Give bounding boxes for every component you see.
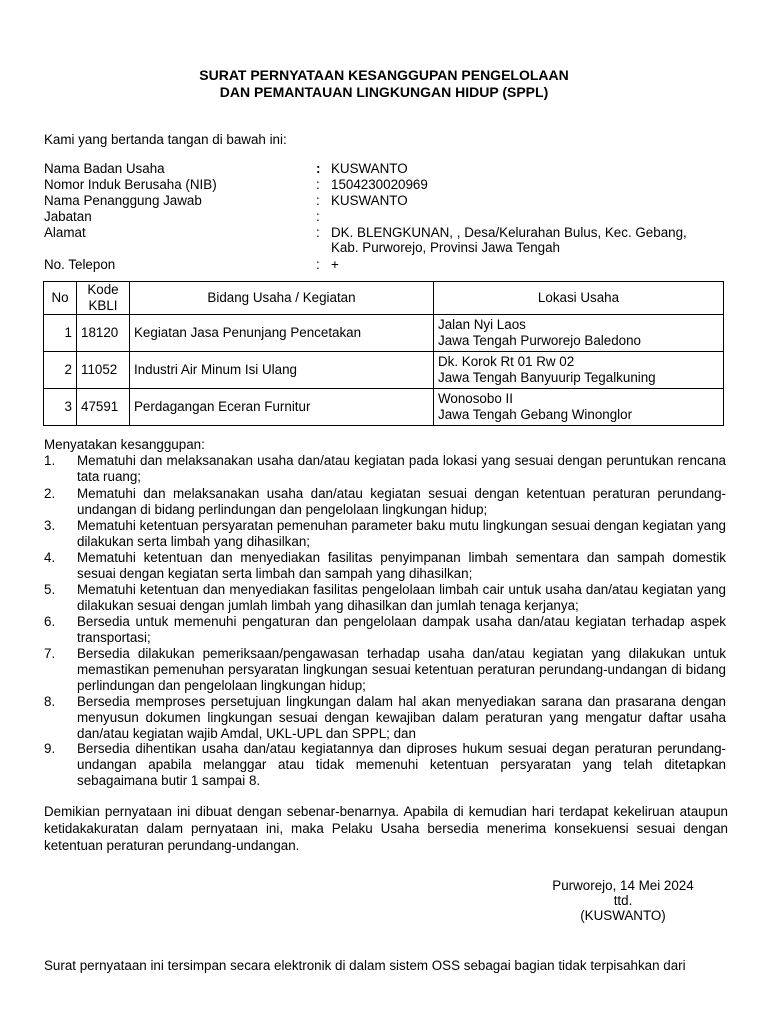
row-kode: 47591 <box>77 389 130 426</box>
field-value-alamat-line-1: DK. BLENGKUNAN, , Desa/Kelurahan Bulus, Kec. Gebang, <box>331 225 687 240</box>
row-kode: 11052 <box>77 352 130 389</box>
statement-number: 6. <box>44 614 56 629</box>
field-colon: : <box>316 257 320 272</box>
field-value-penanggung-jawab: KUSWANTO <box>331 193 408 208</box>
statement-number: 2. <box>44 486 56 501</box>
statement-item <box>44 646 726 695</box>
statement-text: Bersedia untuk memenuhi pengaturan dan pengelolaan dampak usaha dan/atau kegiatan terhadap aspek transportasi; <box>77 614 726 646</box>
row-lokasi <box>434 315 724 352</box>
statement-heading: Menyatakan kesanggupan: <box>44 437 205 452</box>
statement-number: 3. <box>44 518 56 533</box>
field-label-penanggung-jawab: Nama Penanggung Jawab <box>44 193 202 208</box>
row-no: 2 <box>44 352 77 389</box>
document-title-line-1: SURAT PERNYATAAN KESANGGUPAN PENGELOLAAN <box>199 67 569 83</box>
row-lokasi-line-1: Jalan Nyi Laos <box>438 317 526 332</box>
row-lokasi <box>434 352 724 389</box>
statement-number: 9. <box>44 741 56 756</box>
statement-number: 1. <box>44 453 56 468</box>
field-colon: : <box>316 193 320 208</box>
statement-item <box>44 453 726 485</box>
document-title-line-2: DAN PEMANTAUAN LINGKUNGAN HIDUP (SPPL) <box>219 84 549 100</box>
statement-text: Bersedia dilakukan pemeriksaan/pengawasan terhadap usaha dan/atau kegiatan yang dilakukan untuk memastikan pemenuhan persyaratan lingkungan sesuai ketentuan peraturan perundang-undangan di bidang perlindungan dan pengelolaan lingkungan hidup; <box>77 646 726 694</box>
statement-item <box>44 582 726 614</box>
row-bidang: Kegiatan Jasa Penunjang Pencetakan <box>130 315 434 352</box>
table-row <box>44 352 724 389</box>
row-no: 1 <box>44 315 77 352</box>
statement-item <box>44 486 726 518</box>
footer-note: Surat pernyataan ini tersimpan secara elektronik di dalam sistem OSS sebagai bagian tidak terpisahkan dari <box>44 958 686 973</box>
row-lokasi-line-1: Wonosobo II <box>438 391 513 406</box>
header-bidang-usaha: Bidang Usaha / Kegiatan <box>130 282 434 315</box>
field-value-nib: 1504230020969 <box>331 177 428 192</box>
statement-item <box>44 518 726 550</box>
table-row <box>44 315 724 352</box>
statement-text: Mematuhi dan melaksanakan usaha dan/atau kegiatan sesuai dengan ketentuan peraturan perundang-undangan di bidang perlindungan dan pengelolaan lingkungan hidup; <box>77 486 726 518</box>
statement-item <box>44 614 726 646</box>
header-lokasi-usaha: Lokasi Usaha <box>434 282 724 315</box>
row-lokasi <box>434 389 724 426</box>
field-colon: : <box>316 177 320 192</box>
statement-item <box>44 694 726 743</box>
row-lokasi-line-2: Jawa Tengah Purworejo Baledono <box>438 333 641 348</box>
row-lokasi-line-2: Jawa Tengah Banyuurip Tegalkuning <box>438 370 656 385</box>
field-colon: : <box>316 225 320 240</box>
signature-ttd: ttd. <box>613 893 633 908</box>
statement-number: 8. <box>44 694 56 709</box>
statement-item <box>44 550 726 582</box>
row-lokasi-line-1: Dk. Korok Rt 01 Rw 02 <box>438 354 575 369</box>
field-value-nama-badan-usaha: KUSWANTO <box>331 161 408 176</box>
statement-item <box>44 741 726 790</box>
field-value-alamat-line-2: Kab. Purworejo, Provinsi Jawa Tengah <box>331 240 561 255</box>
row-bidang: Industri Air Minum Isi Ulang <box>130 352 434 389</box>
field-label-alamat: Alamat <box>44 225 86 240</box>
signature-place-date: Purworejo, 14 Mei 2024 <box>552 878 694 893</box>
statement-number: 4. <box>44 550 56 565</box>
row-no: 3 <box>44 389 77 426</box>
field-label-telepon: No. Telepon <box>44 257 116 272</box>
header-no: No <box>44 282 77 315</box>
table-header-row <box>44 282 724 315</box>
field-colon: : <box>316 209 320 224</box>
kbli-table <box>43 281 724 426</box>
row-kode: 18120 <box>77 315 130 352</box>
statement-text: Bersedia dihentikan usaha dan/atau kegiatannya dan diproses hukum sesuai degan peraturan perundang-undangan apabila melanggar atau tidak memenuhi ketentuan persyaratan yang telah ditetapkan sebagaimana butir 1 sampai 8. <box>77 741 726 789</box>
closing-paragraph: Demikian pernyataan ini dibuat dengan sebenar-benarnya. Apabila di kemudian hari terdapat kekeliruan ataupun ketidakakuratan dalam pernyataan ini, maka Pelaku Usaha bersedia menerima konsekuensi sesuai dengan ketentuan peraturan perundang-undangan. <box>44 804 728 853</box>
statement-number: 7. <box>44 646 56 661</box>
statement-text: Mematuhi dan melaksanakan usaha dan/atau kegiatan pada lokasi yang sesuai dengan peruntukan rencana tata ruang; <box>77 453 726 485</box>
intro-text: Kami yang bertanda tangan di bawah ini: <box>44 132 287 147</box>
field-label-jabatan: Jabatan <box>44 209 92 224</box>
header-kode: Kode <box>87 282 119 297</box>
field-colon: : <box>316 161 321 176</box>
field-label-nama-badan-usaha: Nama Badan Usaha <box>44 161 165 176</box>
field-label-nib: Nomor Induk Berusaha (NIB) <box>44 177 217 192</box>
statement-text: Mematuhi ketentuan dan menyediakan fasilitas penyimpanan limbah sementara dan sampah domestik sesuai dengan kegiatan serta limbah dan sampah yang dihasilkan; <box>77 550 726 582</box>
header-kode-kbli <box>77 282 130 315</box>
field-value-telepon: + <box>331 257 339 272</box>
statement-text: Mematuhi ketentuan persyaratan pemenuhan parameter baku mutu lingkungan sesuai dengan kegiatan yang dilakukan serta limbah yang dihasilkan; <box>77 518 726 550</box>
statement-text: Bersedia memproses persetujuan lingkungan dalam hal akan menyediakan sarana dan prasarana dengan menyusun dokumen lingkungan sesuai dengan kewajiban dalam peraturan yang mengatur daftar usaha dan/atau kegiatan wajib Amdal, UKL-UPL dan SPPL; dan <box>77 694 726 742</box>
row-lokasi-line-2: Jawa Tengah Gebang Winonglor <box>438 407 633 422</box>
row-bidang: Perdagangan Eceran Furnitur <box>130 389 434 426</box>
table-row <box>44 389 724 426</box>
header-kbli: KBLI <box>88 298 118 313</box>
signature-name: (KUSWANTO) <box>580 908 666 923</box>
statement-number: 5. <box>44 582 56 597</box>
statement-text: Mematuhi ketentuan dan menyediakan fasilitas pengelolaan limbah cair untuk usaha dan/atau kegiatan yang dilakukan sesuai dengan jumlah limbah yang dihasilkan dan jumlah tenaga kerjanya; <box>77 582 726 614</box>
